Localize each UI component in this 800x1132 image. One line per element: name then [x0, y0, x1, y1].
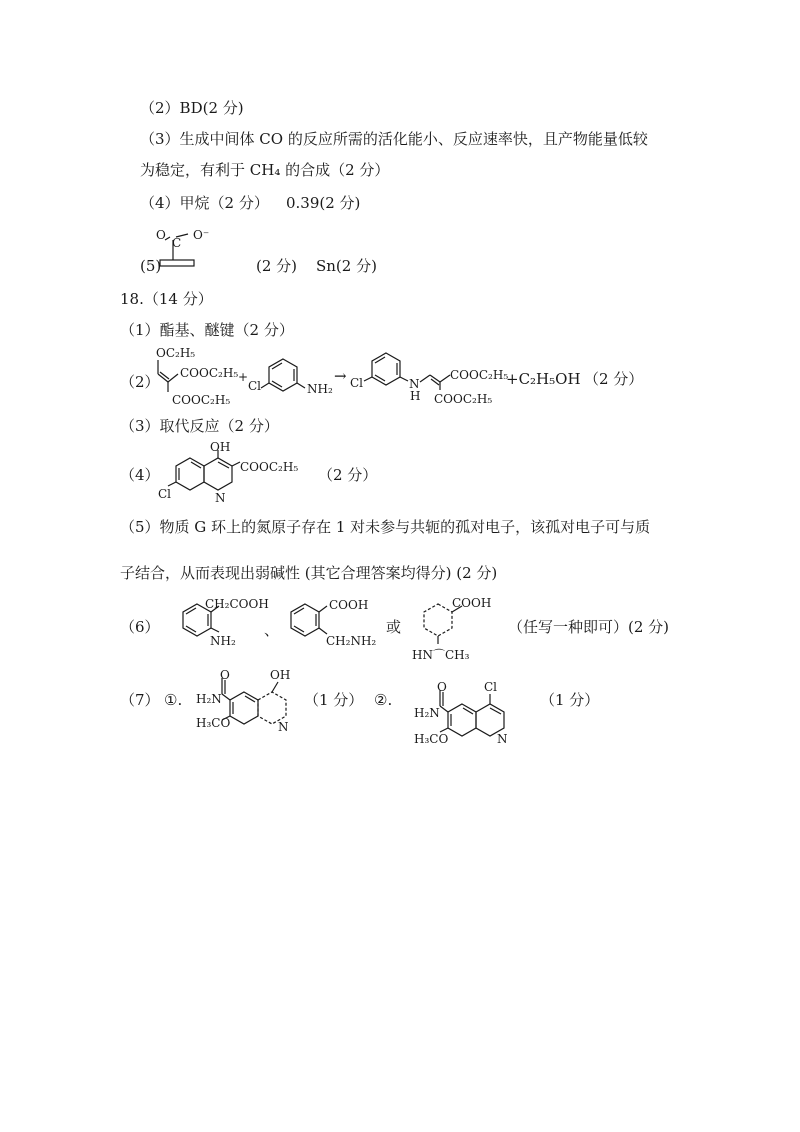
q18-answer-6-note: （任写一种即可）(2 分) — [508, 618, 670, 636]
separator-or: 或 — [386, 618, 402, 636]
h2n-label-product2: H₂N — [414, 706, 440, 720]
answer-4-methane: （4）甲烷（2 分） — [140, 194, 269, 212]
h3co-label-product1: H₃CO — [196, 716, 231, 730]
cooc2h5-label-3: COOC₂H₅ — [450, 368, 509, 382]
n-label-product: N — [409, 377, 420, 391]
answer-2-bd: （2）BD(2 分) — [140, 99, 244, 117]
question-18-title: 18.（14 分） — [120, 290, 213, 308]
answer-3-line1: （3）生成中间体 CO 的反应所需的活化能小、反应速率快，且产物能量低较 — [140, 130, 648, 148]
reaction-arrow: → — [334, 367, 347, 385]
nh2-label-aniline: NH₂ — [307, 382, 333, 396]
q18-answer-3: （3）取代反应（2 分） — [120, 417, 279, 435]
ch2cooh-label: CH₂COOH — [205, 597, 269, 611]
cooc2h5-label-2: COOC₂H₅ — [172, 393, 231, 407]
q18-answer-2-label: （2） — [120, 373, 160, 391]
oc2h5-label: OC₂H₅ — [156, 346, 196, 360]
cooc2h5-label-4: COOC₂H₅ — [434, 392, 493, 406]
n-label-product1: N — [278, 720, 289, 734]
o-double-label: O — [156, 228, 166, 242]
q18-answer-4-score: （2 分） — [318, 466, 378, 484]
q18-answer-6-label: （6） — [120, 618, 160, 636]
n-label-quinoline: N — [215, 491, 226, 505]
cooh-label-isomer3: COOH — [452, 596, 492, 610]
nh-ch3-label: HN⌒CH₃ — [412, 648, 470, 662]
h3co-label-product2: H₃CO — [414, 732, 449, 746]
q18-answer-7-item2: ②. — [374, 691, 393, 709]
answer-3-line2: 为稳定，有利于 CH₄ 的合成（2 分） — [140, 161, 390, 179]
cooc2h5-label-1: COOC₂H₅ — [180, 366, 239, 380]
oh-label-quinoline: OH — [210, 440, 231, 454]
q18-answer-7-item1: ①. — [164, 691, 183, 709]
q18-answer-7-score1: （1 分） — [304, 691, 364, 709]
cl-label-product: Cl — [350, 376, 364, 390]
q18-answer-2-score: （2 分） — [584, 370, 644, 388]
answer-4-value: 0.39(2 分) — [286, 194, 361, 212]
plus-sign: + — [238, 370, 249, 384]
ch2nh2-label: CH₂NH₂ — [326, 634, 377, 648]
o-label-product1: O — [220, 668, 230, 682]
answer-5-label: (5) — [140, 257, 162, 275]
q18-answer-5-line2: 子结合，从而表现出弱碱性 (其它合理答案均得分) (2 分) — [120, 564, 498, 582]
q18-answer-7-label: （7） — [120, 691, 160, 709]
product-2-structure — [440, 682, 520, 748]
cooh-label-isomer2: COOH — [329, 598, 369, 612]
h2n-label-product1: H₂N — [196, 692, 222, 706]
h-label-product: H — [410, 389, 421, 403]
nh2-label-isomer1: NH₂ — [210, 634, 236, 648]
o-label-product2: O — [437, 680, 447, 694]
q18-answer-7-score2: （1 分） — [540, 691, 600, 709]
3-chloroaniline-ring — [255, 356, 315, 396]
separator-comma: 、 — [264, 621, 280, 639]
c-atom-label: C — [172, 236, 182, 250]
answer-5-score: (2 分) — [256, 257, 298, 275]
ethanol-byproduct: +C₂H₅OH — [506, 370, 581, 388]
n-label-product2: N — [497, 732, 508, 746]
cl-label-quinoline: Cl — [158, 487, 172, 501]
o-minus-label: O⁻ — [193, 228, 210, 242]
cl-label-product2: Cl — [484, 680, 498, 694]
q18-answer-4-label: （4） — [120, 466, 160, 484]
cooc2h5-label-quinoline: COOC₂H₅ — [240, 460, 299, 474]
answer-5-sn: Sn(2 分) — [316, 257, 377, 275]
oh-label-product1: OH — [270, 668, 291, 682]
q18-answer-5-line1: （5）物质 G 环上的氮原子存在 1 对未参与共轭的孤对电子，该孤对电子可与质 — [120, 518, 651, 536]
cl-label-aniline: Cl — [248, 379, 262, 393]
q18-answer-1: （1）酯基、醚键（2 分） — [120, 321, 294, 339]
